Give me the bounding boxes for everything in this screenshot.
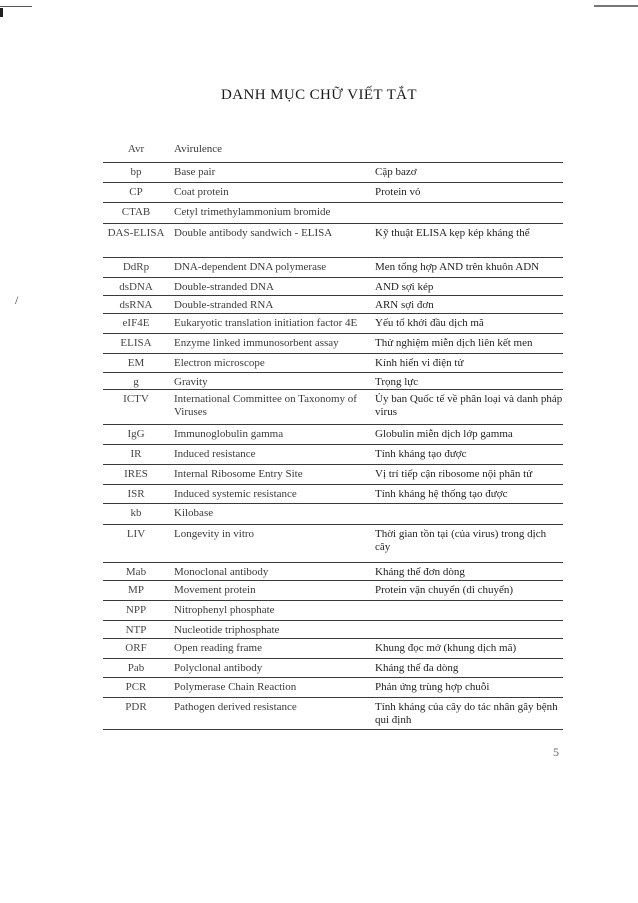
abbreviation-cell: g bbox=[133, 376, 139, 388]
abbreviation-cell: IgG bbox=[127, 428, 145, 440]
abbreviation-cell: LIV bbox=[126, 528, 146, 540]
abbreviation-cell: NTP bbox=[125, 624, 147, 636]
vietnamese-term-cell: Phản ứng trùng hợp chuỗi bbox=[375, 681, 490, 693]
vietnamese-term-cell: Tính kháng hệ thống tạo được bbox=[375, 488, 508, 500]
vietnamese-term-cell: Men tổng hợp AND trên khuôn ADN bbox=[375, 261, 540, 273]
vietnamese-term-cell bbox=[369, 504, 563, 507]
english-term-cell: Electron microscope bbox=[174, 357, 265, 369]
abbreviation-cell: DdRp bbox=[122, 261, 150, 273]
scan-artifact-mark bbox=[0, 8, 3, 17]
english-term-cell: Induced resistance bbox=[174, 448, 256, 460]
abbreviation-cell: dsRNA bbox=[119, 299, 153, 311]
table-row bbox=[103, 698, 563, 730]
english-term-cell: Double-stranded RNA bbox=[174, 299, 274, 311]
english-term-cell: Immunoglobulin gamma bbox=[174, 428, 284, 440]
english-term-cell: Induced systemic resistance bbox=[174, 488, 297, 500]
abbreviation-cell: eIF4E bbox=[122, 317, 150, 329]
abbreviation-cell: IRES bbox=[124, 468, 148, 480]
abbreviation-cell: ORF bbox=[125, 642, 147, 654]
table-row bbox=[103, 639, 563, 659]
english-term-cell: Polyclonal antibody bbox=[174, 662, 263, 674]
table-row bbox=[103, 183, 563, 203]
table-row bbox=[103, 163, 563, 183]
table-row bbox=[103, 621, 563, 639]
table-row bbox=[103, 140, 563, 163]
abbreviation-cell: bp bbox=[130, 166, 142, 178]
english-term-cell: Open reading frame bbox=[174, 642, 262, 654]
english-term-cell: Base pair bbox=[174, 166, 216, 178]
vietnamese-term-cell: AND sợi kép bbox=[375, 281, 434, 293]
vietnamese-term-cell: Kính hiển vi điện tử bbox=[375, 357, 464, 369]
abbreviation-table bbox=[103, 140, 563, 730]
abbreviation-cell: Avr bbox=[127, 143, 145, 155]
vietnamese-term-cell bbox=[369, 621, 563, 624]
table-row bbox=[103, 525, 563, 563]
english-term-cell: International Committee on Taxonomy of Viruses bbox=[174, 393, 357, 418]
vietnamese-term-cell: Trọng lực bbox=[375, 376, 419, 388]
table-row bbox=[103, 203, 563, 224]
abbreviation-cell: EM bbox=[127, 357, 145, 369]
vietnamese-term-cell: Protein vỏ bbox=[375, 186, 421, 198]
english-term-cell: Double antibody sandwich - ELISA bbox=[174, 227, 333, 239]
abbreviation-cell: NPP bbox=[125, 604, 147, 616]
abbreviation-cell: dsDNA bbox=[119, 281, 153, 293]
scan-artifact-line-right bbox=[594, 5, 638, 7]
english-term-cell: Pathogen derived resistance bbox=[174, 701, 297, 713]
page-number: 5 bbox=[553, 745, 559, 759]
table-row bbox=[103, 678, 563, 698]
english-term-cell: Gravity bbox=[174, 376, 208, 388]
vietnamese-term-cell: Thời gian tồn tại (của virus) trong dịch cây bbox=[375, 528, 547, 553]
table-row bbox=[103, 258, 563, 278]
abbreviation-cell: kb bbox=[130, 507, 142, 519]
vietnamese-term-cell: Khung đọc mở (khung dịch mã) bbox=[375, 642, 517, 654]
english-term-cell: Internal Ribosome Entry Site bbox=[174, 468, 303, 480]
vietnamese-term-cell bbox=[369, 203, 563, 206]
abbreviation-cell: CTAB bbox=[121, 206, 151, 218]
table-row bbox=[103, 390, 563, 425]
table-row bbox=[103, 445, 563, 465]
page-title: DANH MỤC CHỮ VIẾT TẮT bbox=[221, 87, 417, 103]
english-term-cell: Eukaryotic translation initiation factor 4E bbox=[174, 317, 358, 329]
scan-artifact-line bbox=[0, 6, 32, 7]
vietnamese-term-cell: Yếu tố khởi đầu dịch mã bbox=[375, 317, 484, 329]
table-row bbox=[103, 373, 563, 390]
table-row bbox=[103, 485, 563, 504]
table-row bbox=[103, 425, 563, 445]
english-term-cell: Movement protein bbox=[174, 584, 256, 596]
abbreviation-cell: IR bbox=[130, 448, 142, 460]
vietnamese-term-cell bbox=[369, 601, 563, 604]
table-row bbox=[103, 504, 563, 525]
english-term-cell: Longevity in vitro bbox=[174, 528, 255, 540]
vietnamese-term-cell: Globulin miễn dịch lớp gamma bbox=[375, 428, 513, 440]
table-row bbox=[103, 278, 563, 296]
abbreviation-cell: DAS-ELISA bbox=[107, 227, 165, 239]
english-term-cell: Nitrophenyl phosphate bbox=[174, 604, 275, 616]
table-row bbox=[103, 601, 563, 621]
vietnamese-term-cell: Cặp bazơ bbox=[375, 166, 417, 178]
table-row bbox=[103, 563, 563, 581]
abbreviation-cell: PCR bbox=[125, 681, 147, 693]
table-row bbox=[103, 354, 563, 373]
abbreviation-cell: ICTV bbox=[123, 393, 149, 405]
abbreviation-cell: Mab bbox=[125, 566, 147, 578]
vietnamese-term-cell: Kỹ thuật ELISA kẹp kép kháng thể bbox=[375, 227, 530, 239]
vietnamese-term-cell: Thử nghiệm miễn dịch liên kết men bbox=[375, 337, 533, 349]
table-row bbox=[103, 465, 563, 485]
table-row bbox=[103, 581, 563, 601]
abbreviation-cell: ELISA bbox=[120, 337, 152, 349]
vietnamese-term-cell: Tính kháng tạo được bbox=[375, 448, 467, 460]
table-row bbox=[103, 334, 563, 354]
vietnamese-term-cell: Kháng thể đa dòng bbox=[375, 662, 459, 674]
abbreviation-cell: PDR bbox=[125, 701, 147, 713]
english-term-cell: Coat protein bbox=[174, 186, 229, 198]
english-term-cell: Nucleotide triphosphate bbox=[174, 624, 280, 636]
abbreviation-cell: CP bbox=[129, 186, 143, 198]
abbreviation-cell: Pab bbox=[127, 662, 145, 674]
vietnamese-term-cell: Vị trí tiếp cận ribosome nội phân tử bbox=[375, 468, 533, 480]
english-term-cell: Enzyme linked immunosorbent assay bbox=[174, 337, 339, 349]
english-term-cell: Cetyl trimethylammonium bromide bbox=[174, 206, 331, 218]
english-term-cell: Kilobase bbox=[174, 507, 214, 519]
margin-mark: / bbox=[15, 293, 19, 307]
english-term-cell: Avirulence bbox=[174, 143, 223, 155]
english-term-cell: Polymerase Chain Reaction bbox=[174, 681, 297, 693]
english-term-cell: DNA-dependent DNA polymerase bbox=[174, 261, 327, 273]
vietnamese-term-cell: ARN sợi đơn bbox=[375, 299, 434, 311]
vietnamese-term-cell: Protein vận chuyển (di chuyển) bbox=[375, 584, 514, 596]
table-row bbox=[103, 314, 563, 334]
abbreviation-cell: MP bbox=[128, 584, 144, 596]
english-term-cell: Monoclonal antibody bbox=[174, 566, 269, 578]
table-row bbox=[103, 659, 563, 678]
table-row bbox=[103, 296, 563, 314]
vietnamese-term-cell: Tính kháng của cây do tác nhân gây bệnh qui định bbox=[375, 701, 558, 726]
vietnamese-term-cell: Kháng thể đơn dòng bbox=[375, 566, 465, 578]
vietnamese-term-cell: Ủy ban Quốc tế về phân loại và danh pháp virus bbox=[375, 393, 563, 418]
table-row bbox=[103, 224, 563, 258]
abbreviation-cell: ISR bbox=[127, 488, 145, 500]
english-term-cell: Double-stranded DNA bbox=[174, 281, 274, 293]
vietnamese-term-cell bbox=[369, 140, 563, 143]
